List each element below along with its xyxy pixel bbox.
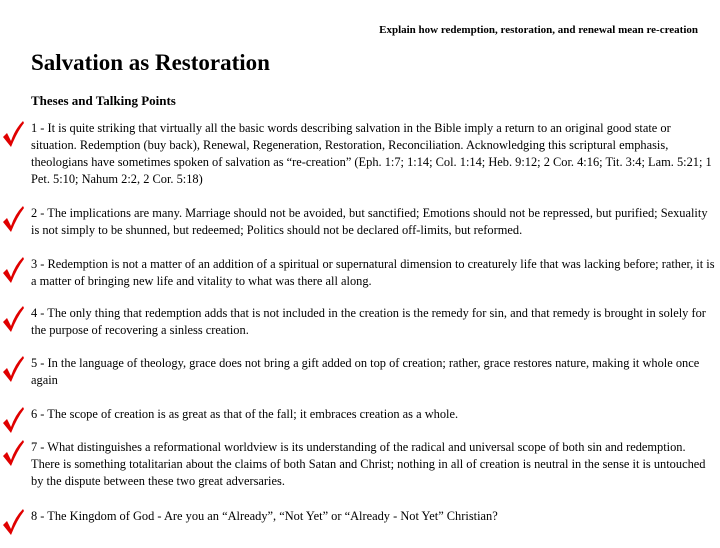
checkmark-icon [2, 305, 24, 333]
list-item [0, 256, 720, 296]
slide-header-note: Explain how redemption, restoration, and renewal mean re-creation [379, 24, 698, 36]
checkmark-icon [2, 256, 24, 284]
point-text: 6 - The scope of creation is as great as that of the fall; it embraces creation as a whole. [31, 407, 459, 421]
slide-subtitle: Theses and Talking Points [31, 93, 176, 108]
point-text: 3 - Redemption is not a matter of an addition of a spiritual or supernatural dimension to creaturely life that was lacking before; rather, it is a matter of bringing new life and vitality to what was there all along. [31, 257, 715, 288]
point-text: 5 - In the language of theology, grace does not bring a gift added on top of creation; rather, grace restores nature, making it whole once again [31, 356, 700, 387]
checkmark-icon [2, 508, 24, 536]
point-text: 8 - The Kingdom of God - Are you an “Already”, “Not Yet” or “Already - Not Yet” Christian? [31, 509, 498, 523]
checkmark-icon [2, 205, 24, 233]
list-item [0, 508, 720, 548]
point-text: 1 - It is quite striking that virtually all the basic words describing salvation in the Bible imply a return to an original good state or situation. Redemption (buy back), Renewal, Regeneration, Restoration, Reconciliation. Acknowledging this scriptural emphasis, theologians have sometimes spoken of salvation as “re-creation” (Eph. 1:7; 1:14; Col. 1:14; Heb. 9:12; 2 Cor. 4:16; Tit. 3:4; Lam. 5:21; 1 Pet. 5:10; Nahum 2:2, 2 Cor. 5:18) [31, 121, 712, 186]
list-item [0, 355, 720, 395]
list-item [0, 205, 720, 245]
point-text: 7 - What distinguishes a reformational worldview is its understanding of the radical and universal scope of both sin and redemption. There is something totalitarian about the claims of both Satan and Christ; nothing in all of creation is neutral in the sense it is untouched by the dispute between these two great adversaries. [31, 440, 706, 488]
list-item [0, 305, 720, 345]
list-item [0, 120, 720, 186]
point-text: 4 - The only thing that redemption adds that is not included in the creation is the remedy for sin, and that remedy is brought in solely for the purpose of recovering a sinless creation. [31, 306, 706, 337]
slide-title: Salvation as Restoration [31, 50, 270, 75]
checkmark-icon [2, 406, 24, 434]
point-text: 2 - The implications are many. Marriage should not be avoided, but sanctified; Emotions should not be repressed, but purified; Sexuality is not simply to be shunned, but redeemed; Politics should not be declared off-limits, but reformed. [31, 206, 708, 237]
checkmark-icon [2, 355, 24, 383]
checkmark-icon [2, 439, 24, 467]
list-item [0, 439, 720, 488]
checkmark-icon [2, 120, 24, 148]
